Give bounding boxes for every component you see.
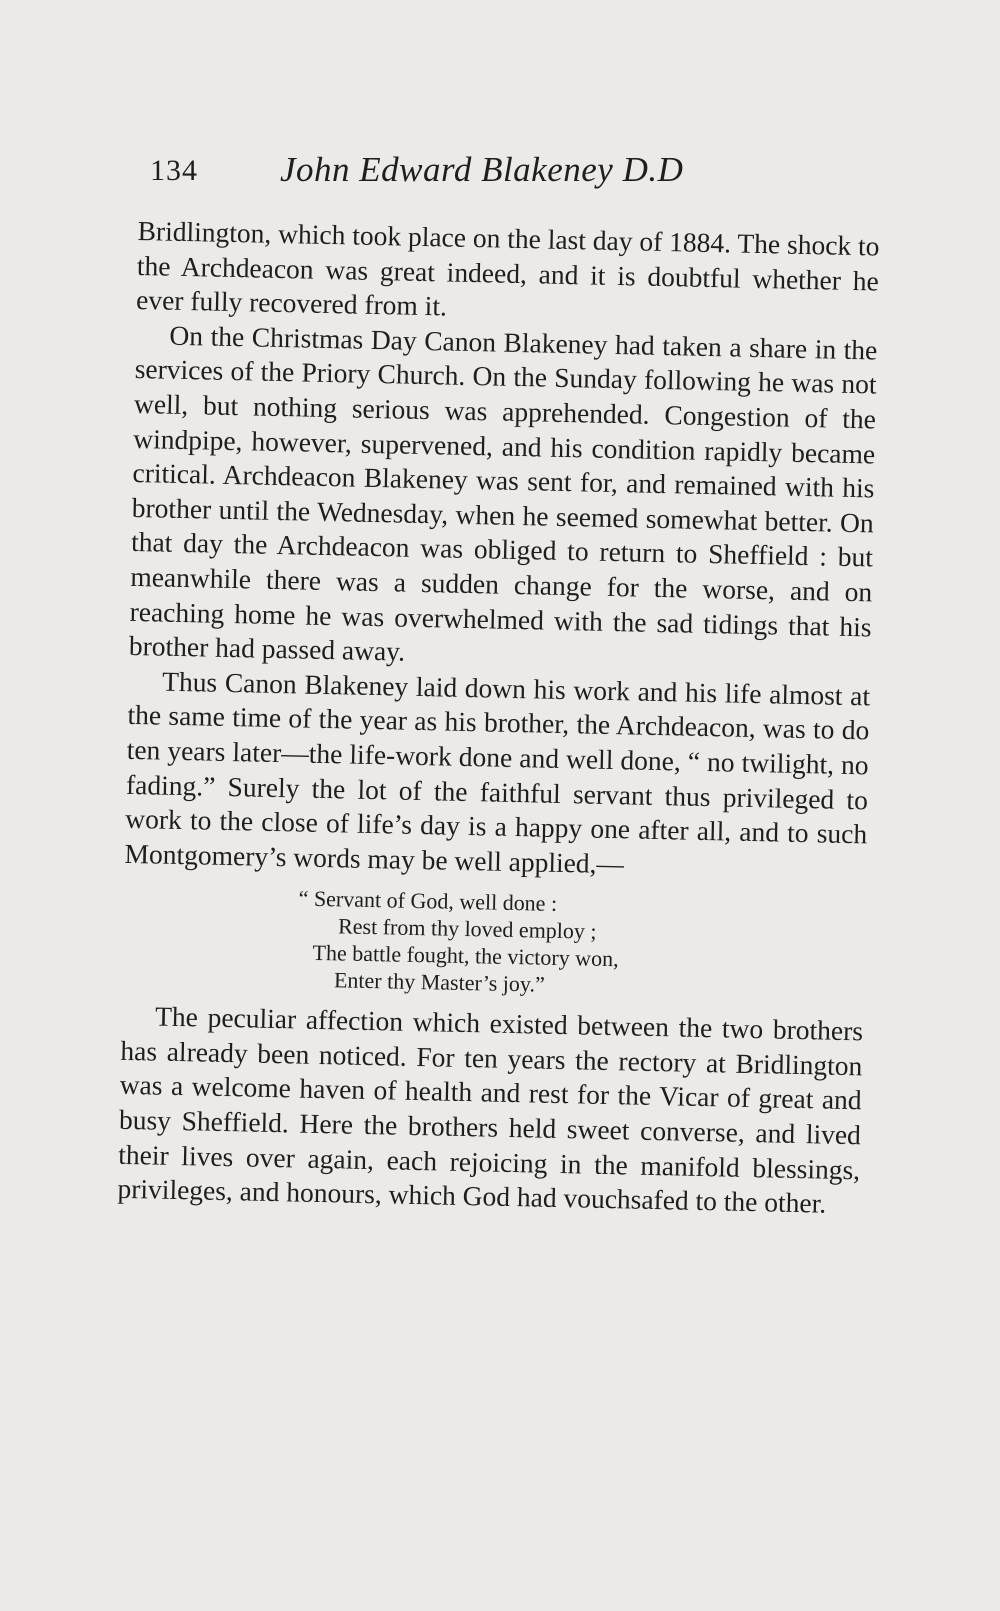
verse-line: “ Servant of God, well done :	[298, 885, 558, 917]
paragraph-canon-work: Thus Canon Blakeney laid down his work and his life almost at the same time of the year as his brother, the Archdeacon, was to do ten years later—the life-work done and well done, “ no twilight, no fading.” Surely the lot of the faithful servant thus privileged to work to the close of life’s day is a happy one after all, and to such Montgomery’s words may be well applied,—	[124, 665, 871, 880]
body-text	[117, 214, 880, 1222]
paragraph-continued: Bridlington, which took place on the last day of 1884. The shock to the Archdeacon was great indeed, and it is doubtful whether he ever fully recovered from it.	[135, 214, 880, 322]
verse-line: The battle fought, the victory won,	[312, 940, 619, 972]
paragraph-christmas-day: On the Christmas Day Canon Blakeney had taken a share in the services of the Priory Church. On the Sunday following he was not well, but nothing serious was apprehended. Congestion of the windpipe, however, supervened, and his condition rapidly became critical. Archdeacon Blakeney was sent for, and remained with his brother until the Wednesday, when he seemed somewhat better. On that day the Archdeacon was obliged to return to Sheffield : but meanwhile there was a sudden change for the worse, and on reaching home he was overwhelmed with the sad tidings that his brother had passed away.	[128, 319, 878, 667]
verse-line: Enter thy Master’s joy.”	[333, 967, 546, 997]
page-number: 134	[150, 154, 198, 187]
running-header	[150, 150, 900, 200]
running-title: John Edward Blakeney D.D	[280, 150, 684, 189]
paragraph-brothers-affection: The peculiar affection which existed between the two brothers has already been noticed. For ten years the rectory at Bridlington was a welcome haven of health and rest for the Vicar of great and busy Sheffield. Here the brothers held sweet converse, and lived their lives over again, each rejoicing in the manifold blessings, privileges, and honours, which God had vouchsafed to the other.	[117, 1000, 864, 1219]
verse-line: Rest from thy loved employ ;	[337, 913, 597, 945]
verse-quotation	[122, 881, 866, 1005]
